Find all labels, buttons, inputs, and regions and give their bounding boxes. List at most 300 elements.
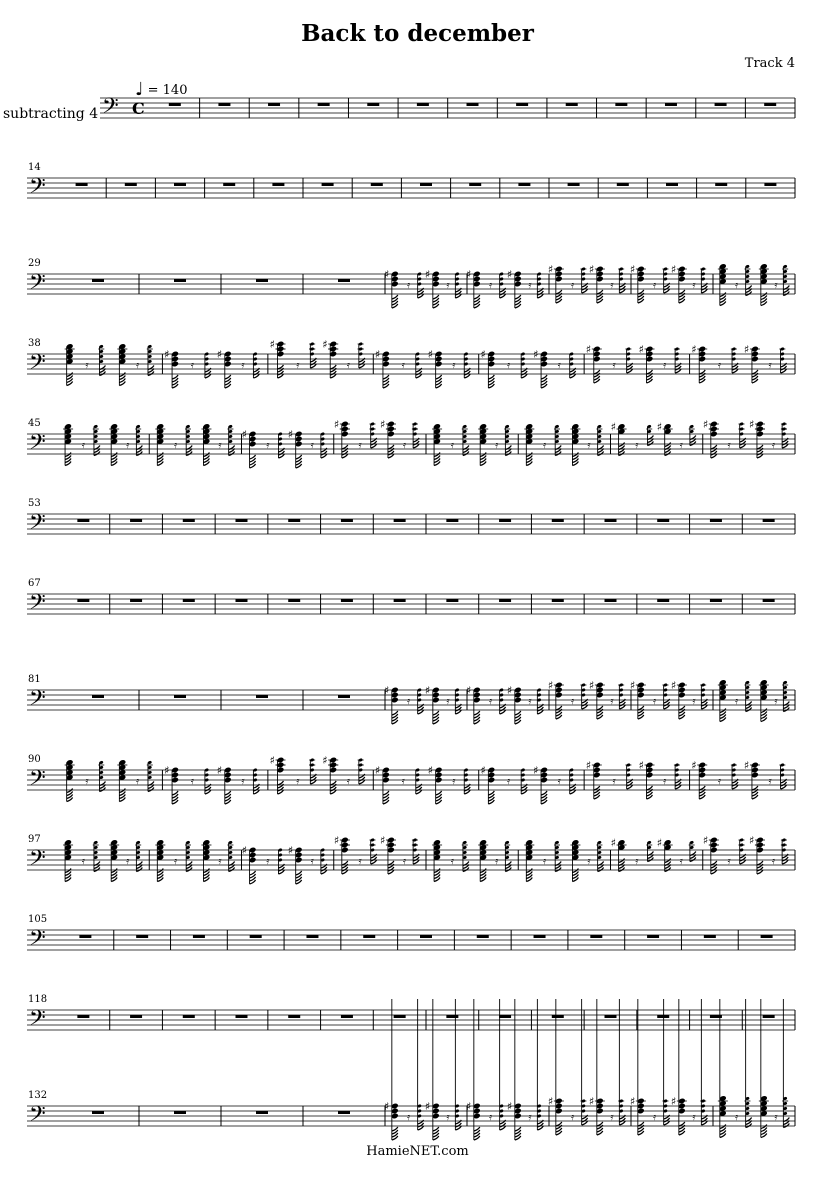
whole-rest: [338, 1111, 350, 1114]
measure: [174, 279, 186, 282]
whole-rest: [590, 935, 602, 938]
measure: [338, 695, 350, 698]
sixteenth-rest-icon: 𝄿: [241, 776, 245, 787]
sixteenth-rest-icon: 𝄿: [692, 1112, 696, 1123]
sixteenth-rest-icon: 𝄿: [543, 440, 547, 451]
measure: [125, 183, 137, 186]
staff-system: [27, 258, 795, 308]
measure: [611, 421, 696, 456]
measure: [763, 599, 775, 602]
whole-rest: [446, 1015, 458, 1018]
sixteenth-rest-icon: 𝄿: [679, 856, 683, 867]
whole-rest: [710, 519, 722, 522]
sixteenth-rest-icon: 𝄿: [450, 440, 454, 451]
sharp-icon: ♯: [588, 1095, 595, 1108]
bass-clef-icon: 𝄢: [29, 1102, 46, 1132]
sixteenth-rest-icon: 𝄿: [190, 776, 194, 787]
sharp-icon: ♯: [269, 754, 275, 767]
measure: [499, 599, 511, 602]
sharp-icon: ♯: [670, 679, 677, 692]
whole-rest: [125, 183, 137, 186]
sixteenth-rest-icon: 𝄿: [241, 360, 245, 371]
staff-system: [27, 994, 795, 1036]
whole-rest: [763, 519, 775, 522]
whole-rest: [552, 599, 564, 602]
sixteenth-rest-icon: 𝄿: [774, 696, 778, 707]
measure: [548, 679, 626, 719]
measure: [665, 103, 677, 106]
bass-clef-icon: 𝄢: [29, 350, 46, 380]
sixteenth-rest-icon: 𝄿: [174, 856, 178, 867]
whole-rest: [367, 103, 379, 106]
measure: [647, 935, 659, 938]
sixteenth-rest-icon: 𝄿: [727, 856, 731, 867]
whole-rest: [552, 519, 564, 522]
sharp-icon: ♯: [379, 418, 386, 431]
sharp-icon: ♯: [656, 836, 663, 850]
sixteenth-rest-icon: 𝄿: [587, 856, 591, 867]
sharp-icon: ♯: [383, 268, 390, 281]
sixteenth-rest-icon: 𝄿: [653, 1112, 657, 1123]
sixteenth-rest-icon: 𝄿: [489, 1112, 493, 1123]
measure-number: 38: [28, 338, 41, 349]
sixteenth-rest-icon: 𝄿: [401, 360, 405, 371]
measure-number: 81: [28, 674, 41, 685]
whole-rest: [657, 519, 669, 522]
bass-clef-icon: 𝄢: [29, 1006, 46, 1036]
instrument-name: subtracting 4: [3, 106, 99, 122]
measure: [703, 834, 788, 874]
sixteenth-rest-icon: 𝄿: [528, 280, 532, 291]
sharp-icon: ♯: [610, 420, 616, 434]
measure: [446, 1015, 458, 1018]
measure: [715, 183, 727, 186]
whole-rest: [615, 103, 627, 106]
sixteenth-rest-icon: 𝄿: [402, 440, 406, 451]
measure: [183, 1015, 195, 1018]
sixteenth-rest-icon: 𝄿: [612, 776, 616, 787]
whole-rest: [605, 519, 617, 522]
measure: [236, 1015, 248, 1018]
whole-rest: [446, 599, 458, 602]
sixteenth-rest-icon: 𝄿: [489, 280, 493, 291]
sixteenth-rest-icon: 𝄿: [653, 696, 657, 707]
measure: [338, 1111, 350, 1114]
measure: [605, 519, 617, 522]
sharp-icon: ♯: [424, 268, 431, 281]
whole-rest: [534, 935, 546, 938]
measure: [566, 103, 578, 106]
sharp-icon: ♯: [424, 1100, 431, 1113]
measure: [420, 183, 432, 186]
whole-rest: [77, 519, 89, 522]
measure: [268, 103, 280, 106]
measure: [499, 519, 511, 522]
measure: [446, 519, 458, 522]
sharp-icon: ♯: [748, 418, 755, 431]
whole-rest: [477, 935, 489, 938]
whole-rest: [288, 599, 300, 602]
sixteenth-rest-icon: 𝄿: [452, 776, 456, 787]
bass-clef-icon: 𝄢: [29, 590, 46, 620]
measure: [334, 834, 419, 874]
sharp-icon: ♯: [629, 1095, 636, 1108]
staff-system: [27, 754, 795, 804]
measure: [590, 935, 602, 938]
bass-clef-icon: 𝄢: [102, 94, 119, 124]
whole-rest: [136, 935, 148, 938]
measure: [130, 1015, 142, 1018]
sharp-icon: ♯: [480, 764, 486, 777]
sixteenth-rest-icon: 𝄿: [401, 776, 405, 787]
sharp-icon: ♯: [638, 759, 644, 772]
whole-rest: [256, 695, 268, 698]
bass-clef-icon: 𝄢: [29, 174, 46, 204]
measure: [341, 599, 353, 602]
sixteenth-rest-icon: 𝄿: [768, 360, 772, 371]
sixteenth-rest-icon: 𝄿: [692, 280, 696, 291]
measure: [306, 935, 318, 938]
whole-rest: [318, 103, 330, 106]
sharp-icon: ♯: [629, 263, 636, 276]
tempo-value: = 140: [147, 83, 188, 98]
measure: [499, 1015, 511, 1018]
measure-number: 132: [28, 1090, 48, 1101]
whole-rest: [223, 183, 235, 186]
sixteenth-rest-icon: 𝄿: [495, 440, 499, 451]
sixteenth-rest-icon: 𝄿: [663, 360, 667, 371]
whole-rest: [763, 599, 775, 602]
sixteenth-rest-icon: 𝄿: [663, 776, 667, 787]
measure: [341, 1015, 353, 1018]
sixteenth-rest-icon: 𝄿: [571, 280, 575, 291]
measure: [666, 183, 678, 186]
measure: [394, 519, 406, 522]
sharp-icon: ♯: [374, 764, 381, 777]
sharp-icon: ♯: [506, 1100, 513, 1113]
sixteenth-rest-icon: 𝄿: [635, 856, 639, 867]
whole-rest: [715, 183, 727, 186]
measure: [469, 183, 481, 186]
measure: [77, 1015, 89, 1018]
measure-number: 105: [28, 914, 48, 925]
whole-rest: [130, 599, 142, 602]
whole-rest: [338, 695, 350, 698]
whole-rest: [76, 183, 88, 186]
sixteenth-rest-icon: 𝄿: [85, 360, 89, 371]
measure: [130, 599, 142, 602]
measure: [552, 1015, 564, 1018]
measure-number: 97: [28, 834, 41, 845]
measure: [763, 519, 775, 522]
sharp-icon: ♯: [216, 348, 223, 361]
sharp-icon: ♯: [241, 428, 247, 441]
measure: [270, 338, 365, 378]
measure: [341, 519, 353, 522]
sixteenth-rest-icon: 𝄿: [735, 1112, 739, 1123]
sixteenth-rest-icon: 𝄿: [346, 360, 350, 371]
sixteenth-rest-icon: 𝄿: [692, 696, 696, 707]
whole-rest: [516, 103, 528, 106]
sixteenth-rest-icon: 𝄿: [543, 856, 547, 867]
measure: [534, 935, 546, 938]
sixteenth-rest-icon: 𝄿: [126, 856, 130, 867]
whole-rest: [371, 183, 383, 186]
measure: [322, 183, 334, 186]
sharp-icon: ♯: [383, 684, 390, 697]
sixteenth-rest-icon: 𝄿: [407, 696, 411, 707]
sixteenth-rest-icon: 𝄿: [358, 856, 362, 867]
measure: [420, 935, 432, 938]
measure: [605, 1015, 617, 1018]
measure: [763, 1015, 775, 1018]
measure: [516, 103, 528, 106]
whole-rest: [617, 183, 629, 186]
sharp-icon: ♯: [269, 338, 275, 351]
whole-rest: [704, 935, 716, 938]
whole-rest: [77, 1015, 89, 1018]
sixteenth-rest-icon: 𝄿: [296, 360, 300, 371]
measure: [256, 1111, 268, 1114]
whole-rest: [322, 183, 334, 186]
sixteenth-rest-icon: 𝄿: [296, 776, 300, 787]
measure-number: 67: [28, 578, 41, 589]
sixteenth-rest-icon: 𝄿: [557, 776, 561, 787]
sixteenth-rest-icon: 𝄿: [358, 440, 362, 451]
measure: [617, 183, 629, 186]
measure: [630, 263, 708, 303]
sixteenth-rest-icon: 𝄿: [489, 696, 493, 707]
sharp-icon: ♯: [322, 754, 328, 767]
measure: [174, 1111, 186, 1114]
whole-rest: [92, 279, 104, 282]
measure: [657, 519, 669, 522]
staff-system: [100, 94, 795, 124]
staff-system: [27, 578, 795, 620]
sixteenth-rest-icon: 𝄿: [612, 360, 616, 371]
whole-rest: [169, 103, 181, 106]
sixteenth-rest-icon: 𝄿: [85, 776, 89, 787]
bass-clef-icon: 𝄢: [29, 510, 46, 540]
whole-rest: [288, 1015, 300, 1018]
sixteenth-rest-icon: 𝄿: [190, 360, 194, 371]
sixteenth-rest-icon: 𝄿: [81, 856, 85, 867]
measure: [288, 599, 300, 602]
sixteenth-rest-icon: 𝄿: [718, 776, 722, 787]
measure: [334, 418, 419, 458]
sixteenth-rest-icon: 𝄿: [174, 440, 178, 451]
sharp-icon: ♯: [702, 834, 709, 847]
measure: [272, 183, 284, 186]
sharp-icon: ♯: [533, 764, 539, 777]
measure: [92, 695, 104, 698]
whole-rest: [256, 1111, 268, 1114]
whole-rest: [666, 183, 678, 186]
whole-rest: [715, 103, 727, 106]
sharp-icon: ♯: [465, 268, 472, 281]
measure-number: 53: [28, 498, 41, 509]
whole-rest: [288, 519, 300, 522]
track-label: Track 4: [744, 56, 795, 71]
sixteenth-rest-icon: 𝄿: [446, 280, 450, 291]
whole-rest: [761, 935, 773, 938]
whole-rest: [268, 103, 280, 106]
measure: [761, 935, 773, 938]
sharp-icon: ♯: [629, 679, 636, 692]
sharp-icon: ♯: [506, 268, 513, 281]
sixteenth-rest-icon: 𝄿: [507, 360, 511, 371]
sixteenth-rest-icon: 𝄿: [571, 1112, 575, 1123]
sharp-icon: ♯: [638, 343, 644, 356]
sharp-icon: ♯: [287, 844, 294, 857]
sixteenth-rest-icon: 𝄿: [407, 1112, 411, 1123]
sixteenth-rest-icon: 𝄿: [218, 440, 222, 451]
whole-rest: [764, 103, 776, 106]
whole-rest: [236, 599, 248, 602]
sixteenth-rest-icon: 𝄿: [310, 440, 314, 451]
sixteenth-rest-icon: 𝄿: [768, 776, 772, 787]
whole-rest: [236, 1015, 248, 1018]
whole-rest: [647, 935, 659, 938]
sixteenth-rest-icon: 𝄿: [310, 856, 314, 867]
sharp-icon: ♯: [748, 834, 755, 847]
whole-rest: [499, 599, 511, 602]
sharp-icon: ♯: [383, 1100, 390, 1113]
staff-system: [27, 498, 795, 540]
sixteenth-rest-icon: 𝄿: [346, 776, 350, 787]
staff-system: [27, 914, 795, 956]
measure: [367, 103, 379, 106]
measure: [174, 695, 186, 698]
bass-clef-icon: 𝄢: [29, 846, 46, 876]
whole-rest: [183, 1015, 195, 1018]
measure: [76, 183, 88, 186]
measure: [394, 1015, 406, 1018]
whole-rest: [763, 1015, 775, 1018]
measure: [169, 103, 181, 106]
whole-rest: [605, 599, 617, 602]
sharp-icon: ♯: [547, 1095, 554, 1108]
whole-rest: [394, 519, 406, 522]
measure: [288, 1015, 300, 1018]
measure: [288, 519, 300, 522]
sixteenth-rest-icon: 𝄿: [446, 1112, 450, 1123]
whole-rest: [218, 103, 230, 106]
whole-rest: [183, 519, 195, 522]
sixteenth-rest-icon: 𝄿: [718, 360, 722, 371]
sixteenth-rest-icon: 𝄿: [407, 280, 411, 291]
measure: [394, 599, 406, 602]
sixteenth-rest-icon: 𝄿: [771, 440, 775, 451]
measure: [477, 935, 489, 938]
whole-rest: [92, 695, 104, 698]
whole-rest: [566, 103, 578, 106]
sharp-icon: ♯: [424, 684, 431, 697]
whole-rest: [665, 103, 677, 106]
measure: [710, 519, 722, 522]
whole-rest: [183, 599, 195, 602]
sharp-icon: ♯: [743, 759, 750, 772]
sixteenth-rest-icon: 𝄿: [679, 440, 683, 451]
measure: [710, 599, 722, 602]
measure: [568, 183, 580, 186]
whole-rest: [499, 519, 511, 522]
whole-rest: [420, 183, 432, 186]
whole-rest: [338, 279, 350, 282]
sharp-icon: ♯: [743, 343, 750, 356]
whole-rest: [174, 279, 186, 282]
measure: [250, 935, 262, 938]
sharp-icon: ♯: [164, 764, 170, 777]
sharp-icon: ♯: [691, 759, 697, 772]
whole-rest: [657, 599, 669, 602]
measure: [318, 103, 330, 106]
sharp-icon: ♯: [287, 428, 294, 441]
sharp-icon: ♯: [465, 684, 472, 697]
sixteenth-rest-icon: 𝄿: [610, 280, 614, 291]
whole-rest: [130, 1015, 142, 1018]
sixteenth-rest-icon: 𝄿: [266, 440, 270, 451]
sixteenth-rest-icon: 𝄿: [81, 440, 85, 451]
sixteenth-rest-icon: 𝄿: [136, 360, 140, 371]
measure: [586, 759, 681, 799]
whole-rest: [306, 935, 318, 938]
whole-rest: [256, 279, 268, 282]
sharp-icon: ♯: [216, 764, 223, 777]
sixteenth-rest-icon: 𝄿: [557, 360, 561, 371]
whole-rest: [193, 935, 205, 938]
measure: [552, 599, 564, 602]
measure-number: 29: [28, 258, 41, 269]
bass-clef-icon: 𝄢: [29, 686, 46, 716]
measure-number: 14: [28, 162, 41, 173]
sharp-icon: ♯: [333, 834, 340, 847]
measure: [548, 999, 626, 1135]
measure: [467, 103, 479, 106]
sixteenth-rest-icon: 𝄿: [571, 696, 575, 707]
measure: [130, 519, 142, 522]
measure: [611, 837, 696, 872]
sharp-icon: ♯: [588, 679, 595, 692]
sixteenth-rest-icon: 𝄿: [136, 776, 140, 787]
measure: [703, 418, 788, 458]
measure: [371, 183, 383, 186]
measure: [605, 599, 617, 602]
measure: [236, 599, 248, 602]
sixteenth-rest-icon: 𝄿: [735, 280, 739, 291]
measure: [764, 103, 776, 106]
sharp-icon: ♯: [533, 348, 539, 361]
whole-rest: [77, 599, 89, 602]
measure: [136, 935, 148, 938]
bass-clef-icon: 𝄢: [29, 926, 46, 956]
sharp-icon: ♯: [427, 764, 433, 777]
whole-rest: [446, 519, 458, 522]
sixteenth-rest-icon: 𝄿: [218, 856, 222, 867]
staff-system: [27, 834, 795, 884]
whole-rest: [605, 1015, 617, 1018]
sharp-icon: ♯: [333, 418, 340, 431]
whole-rest: [417, 103, 429, 106]
whole-rest: [764, 183, 776, 186]
whole-rest: [174, 1111, 186, 1114]
sixteenth-rest-icon: 𝄿: [495, 856, 499, 867]
whole-rest: [394, 1015, 406, 1018]
measure: [77, 599, 89, 602]
measure: [548, 263, 626, 303]
staff-system: [27, 418, 795, 468]
sixteenth-rest-icon: 𝄿: [735, 696, 739, 707]
